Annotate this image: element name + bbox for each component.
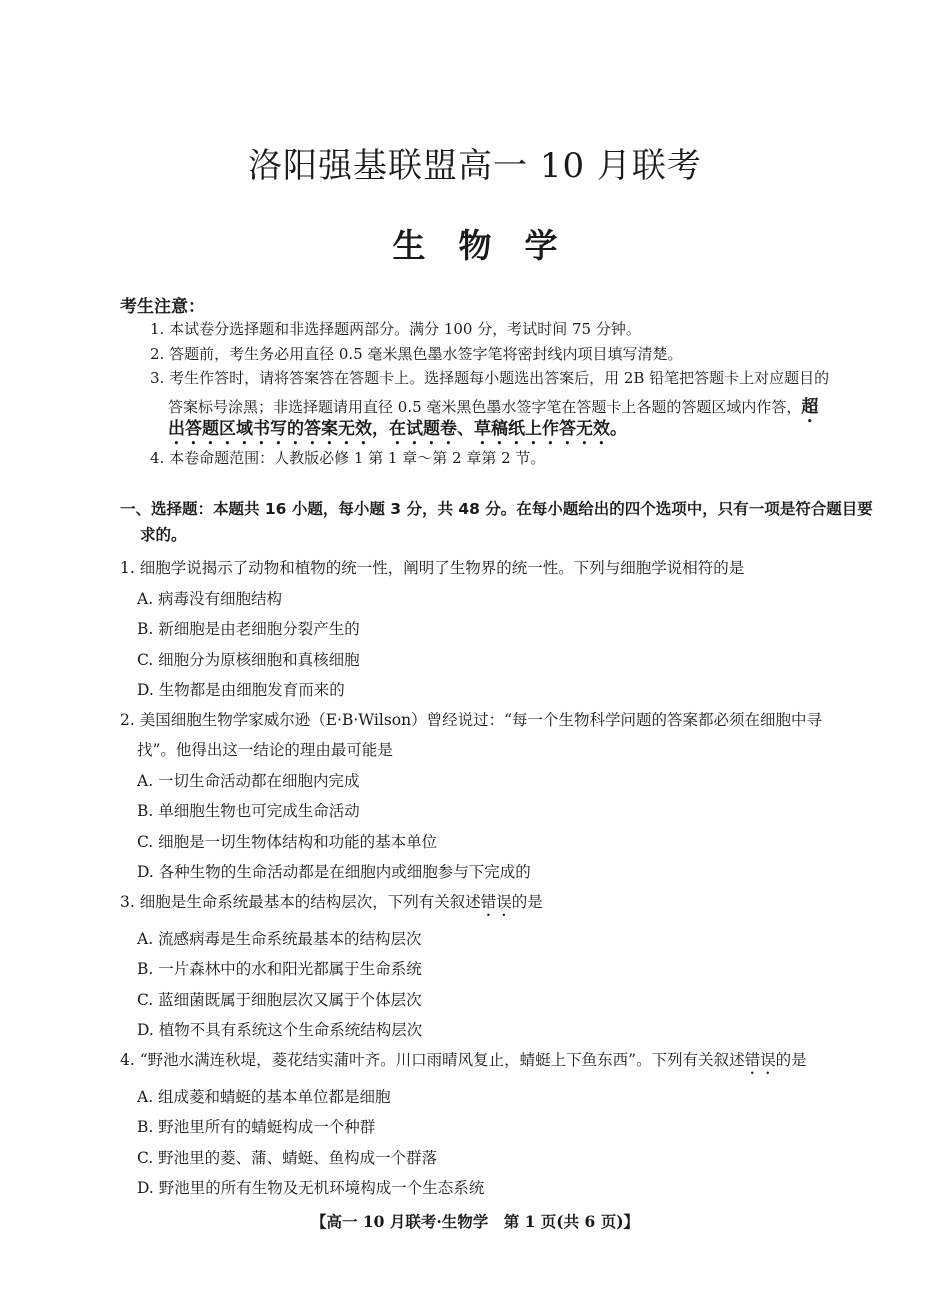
question-1-option-c: C. 细胞分为原核细胞和真核细胞 (137, 651, 360, 669)
question-2-option-c: C. 细胞是一切生物体结构和功能的基本单位 (137, 833, 438, 851)
question-4-stem (120, 1048, 807, 1078)
question-3-option-b: B. 一片森林中的水和阳光都属于生命系统 (137, 960, 422, 978)
question-4-stem-pre: 4. “野池水满连秋堤，菱花结实蒲叶齐。川口雨晴风复止，蜻蜓上下鱼东西”。下列有关叙述 (120, 1051, 745, 1069)
section-heading-cont: 求的。 (140, 526, 187, 544)
question-4-stem-emphasis: 错误 (744, 1051, 776, 1069)
question-1-option-b: B. 新细胞是由老细胞分裂产生的 (137, 620, 360, 638)
question-2-option-a: A. 一切生命活动都在细胞内完成 (137, 772, 360, 790)
notice-heading: 考生注意： (120, 297, 205, 317)
question-3-option-c: C. 蓝细菌既属于细胞层次又属于个体层次 (137, 991, 422, 1009)
notice-item-3: 3. 考生作答时，请将答案答在答题卡上。选择题每小题选出答案后，用 2B 铅笔把答题卡上对应题目的 (150, 369, 830, 387)
question-2-option-b: B. 单细胞生物也可完成生命活动 (137, 802, 360, 820)
question-2-option-d: D. 各种生物的生命活动都是在细胞内或细胞参与下完成的 (137, 863, 531, 881)
page-footer: 【高一 10 月联考·生物学 第 1 页(共 6 页)】 (310, 1212, 640, 1231)
question-3-stem (120, 890, 543, 920)
question-1-option-a: A. 病毒没有细胞结构 (137, 590, 283, 608)
question-4-option-d: D. 野池里的所有生物及无机环境构成一个生态系统 (137, 1179, 485, 1197)
question-3-option-d: D. 植物不具有系统这个生命系统结构层次 (137, 1021, 423, 1039)
question-2-stem-cont: 找”。他得出这一结论的理由最可能是 (137, 741, 393, 759)
question-1-stem: 1. 细胞学说揭示了动物和植物的统一性，阐明了生物界的统一性。下列与细胞学说相符的是 (120, 559, 745, 577)
section-heading: 一、选择题：本题共 16 小题，每小题 3 分，共 48 分。在每小题给出的四个选项中，只有一项是符合题目要 (120, 500, 873, 518)
question-3-option-a: A. 流感病毒是生命系统最基本的结构层次 (137, 930, 422, 948)
exam-title: 洛阳强基联盟高一 10 月联考 (248, 146, 702, 186)
notice-emphasis-start: 超 (801, 397, 819, 417)
notice-emphasis: 出答题区域书写的答案无效，在试题卷、草稿纸上作答无效。 (168, 419, 627, 439)
question-4-option-c: C. 野池里的菱、蒲、蜻蜓、鱼构成一个群落 (137, 1149, 438, 1167)
subject-title: 生 物 学 (392, 226, 558, 265)
question-3-stem-emphasis: 错误 (480, 893, 512, 911)
notice-item-2: 2. 答题前，考生务必用直径 0.5 毫米黑色墨水签字笔将密封线内项目填写清楚。 (150, 345, 683, 363)
question-3-stem-pre: 3. 细胞是生命系统最基本的结构层次，下列有关叙述 (120, 893, 481, 911)
notice-item-1: 1. 本试卷分选择题和非选择题两部分。满分 100 分，考试时间 75 分钟。 (150, 320, 641, 338)
question-2-stem: 2. 美国细胞生物学家威尔逊（E·B·Wilson）曾经说过：“每一个生物科学问题的答案都必须在细胞中寻 (120, 711, 823, 729)
question-4-stem-post: 的是 (775, 1051, 807, 1069)
question-4-option-a: A. 组成菱和蜻蜓的基本单位都是细胞 (137, 1088, 391, 1106)
notice-item-3-line2: 答案标号涂黑；非选择题请用直径 0.5 毫米黑色墨水签字笔在答题卡上各题的答题区域内作答， (168, 398, 802, 416)
notice-item-4: 4. 本卷命题范围：人教版必修 1 第 1 章～第 2 章第 2 节。 (150, 449, 546, 467)
question-4-option-b: B. 野池里所有的蜻蜓构成一个种群 (137, 1118, 376, 1136)
question-3-stem-post: 的是 (511, 893, 543, 911)
question-1-option-d: D. 生物都是由细胞发育而来的 (137, 681, 345, 699)
